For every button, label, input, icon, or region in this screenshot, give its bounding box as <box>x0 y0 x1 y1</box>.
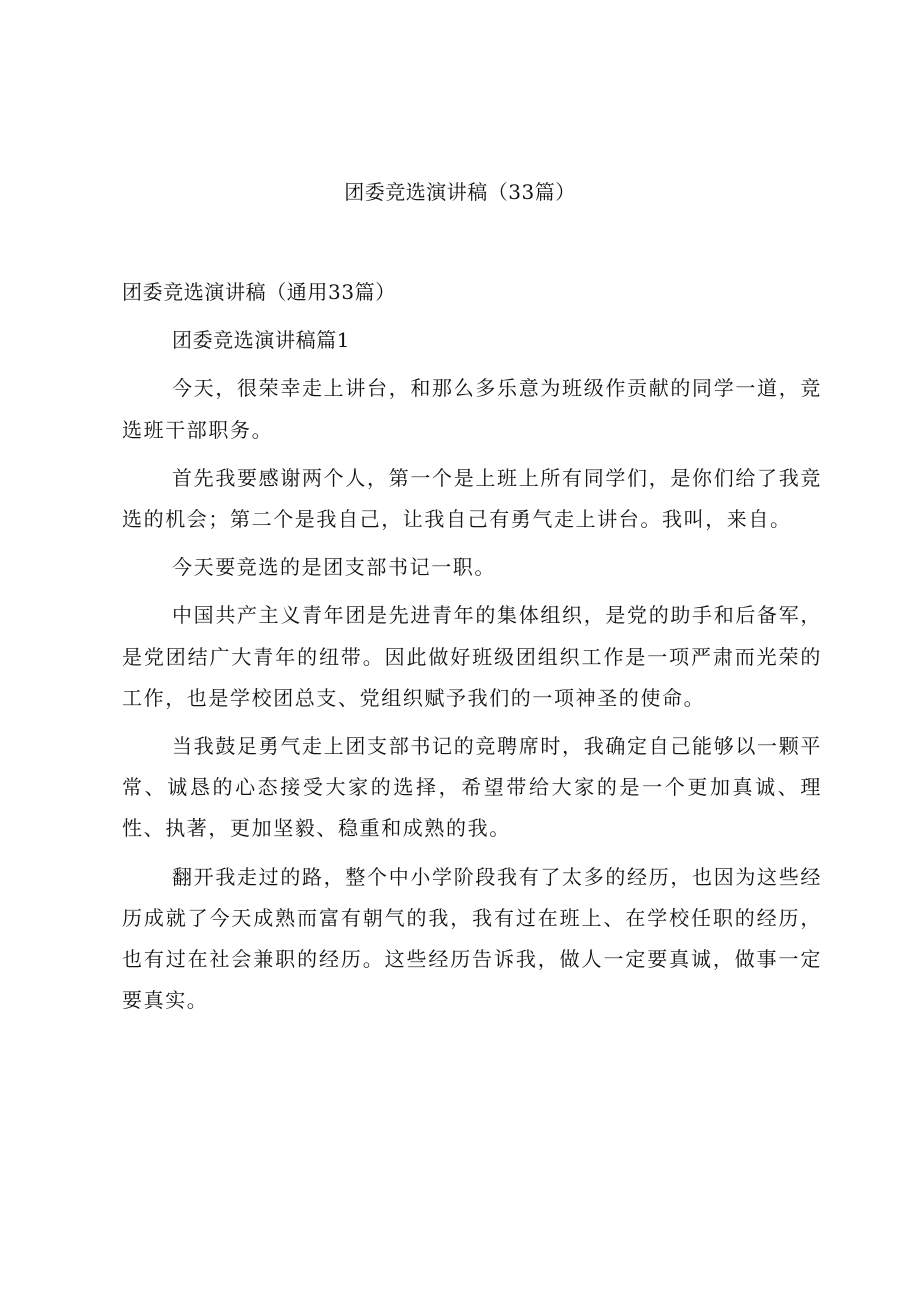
document-subtitle: 团委竞选演讲稿（通用33篇） <box>122 280 396 304</box>
paragraph: 今天要竞选的是团支部书记一职。 <box>172 555 496 580</box>
paragraph: 翻开我走过的路，整个中小学阶段我有了太多的经历，也因为这些经历成就了今天成熟而富有朝气的我，我有过在班上、在学校任职的经历，也有过在社会兼职的经历。这些经历告诉我，做人一定要真诚，做事一定要真实。 <box>122 864 822 1013</box>
paragraph: 当我鼓足勇气走上团支部书记的竞聘席时，我确定自己能够以一颗平常、诚恳的心态接受大家的选择，希望带给大家的是一个更加真诚、理性、执著，更加坚毅、稳重和成熟的我。 <box>122 734 822 841</box>
paragraph: 今天，很荣幸走上讲台，和那么多乐意为班级作贡献的同学一道，竞选班干部职务。 <box>122 376 822 442</box>
document-title: 团委竞选演讲稿（33篇） <box>344 180 576 204</box>
paragraph: 首先我要感谢两个人，第一个是上班上所有同学们，是你们给了我竞选的机会；第二个是我自己，让我自己有勇气走上讲台。我叫，来自。 <box>122 465 822 532</box>
section-title: 团委竞选演讲稿篇1 <box>172 328 351 353</box>
document-body <box>122 272 822 1028</box>
paragraph: 中国共产主义青年团是先进青年的集体组织，是党的助手和后备军，是党团结广大青年的纽带。因此做好班级团组织工作是一项严肃而光荣的工作，也是学校团总支、党组织赋予我们的一项神圣的使命。 <box>122 603 822 710</box>
